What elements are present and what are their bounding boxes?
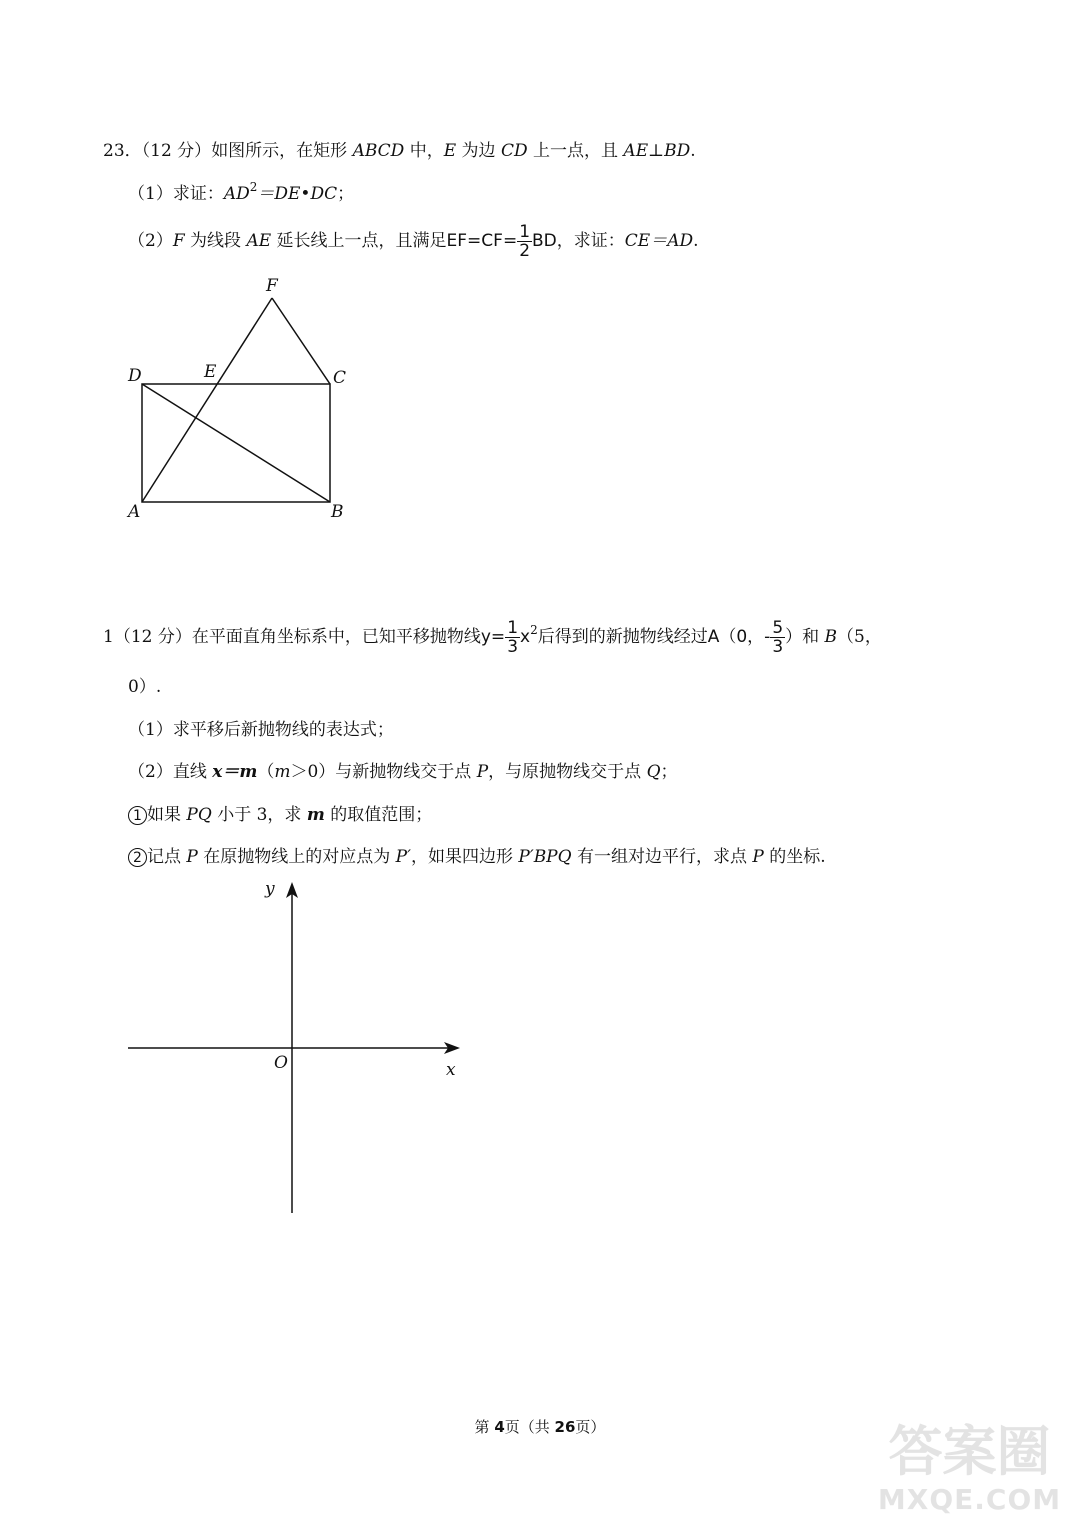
- watermark-logo: 答案圈 MXQE.COM: [877, 1420, 1062, 1516]
- diagonal-bd: [142, 384, 330, 502]
- q24-continuation: 0）.: [128, 677, 162, 697]
- label-y: y: [265, 879, 275, 899]
- q24-heading: 1（12 分）在平面直角坐标系中，已知平移抛物线y= $\frac{1}{3}$ $x^2$后得到的新抛物线经过A（0，- $\frac{5}{3}$ ）和 B（5，: [103, 618, 882, 657]
- circled-two: 2: [128, 848, 147, 867]
- label-x: x: [446, 1060, 456, 1080]
- q23-part2: （2）F 为线段 AE 延长线上一点，且满足EF=CF= $\frac{1}{2}$ BD，求证：CE＝AD.: [128, 222, 699, 261]
- q24-sub2: 2 记点 P 在原抛物线上的对应点为 P′，如果四边形 P′BPQ 有一组对边平行，求点 P 的坐标.: [128, 845, 826, 869]
- label-c: C: [333, 368, 347, 388]
- page-footer: 第 4页（共 26页）: [474, 1418, 606, 1436]
- q24-part1: （1）求平移后新抛物线的表达式；: [128, 720, 394, 740]
- label-a: A: [128, 502, 141, 522]
- label-b: B: [331, 502, 344, 522]
- circled-one: 1: [128, 806, 147, 825]
- label-d: D: [128, 366, 142, 386]
- q24-part2: （2）直线 x＝m（m＞0）与新抛物线交于点 P，与原抛物线交于点 Q；: [128, 762, 678, 782]
- q23-heading: 23．（12 分）如图所示，在矩形 ABCD 中，E 为边 CD 上一点，且 AE⊥BD.: [103, 141, 696, 161]
- coordinate-axes: [0, 870, 1080, 1230]
- label-e: E: [204, 362, 217, 382]
- five-thirds-fraction: $\frac{5}{3}$: [772, 618, 784, 657]
- half-fraction: $\frac{1}{2}$: [519, 222, 531, 261]
- label-f: F: [266, 276, 278, 296]
- line-fc: [272, 298, 330, 384]
- rectangle-figure: [0, 0, 1080, 560]
- q23-part1: （1）求证：$AD^2=DE•DC$；: [128, 180, 355, 204]
- q24-sub1: 1 如果 PQ 小于 3，求 m 的取值范围；: [128, 803, 432, 827]
- label-origin: O: [274, 1053, 288, 1073]
- third-fraction: $\frac{1}{3}$: [507, 618, 519, 657]
- line-af: [142, 298, 272, 502]
